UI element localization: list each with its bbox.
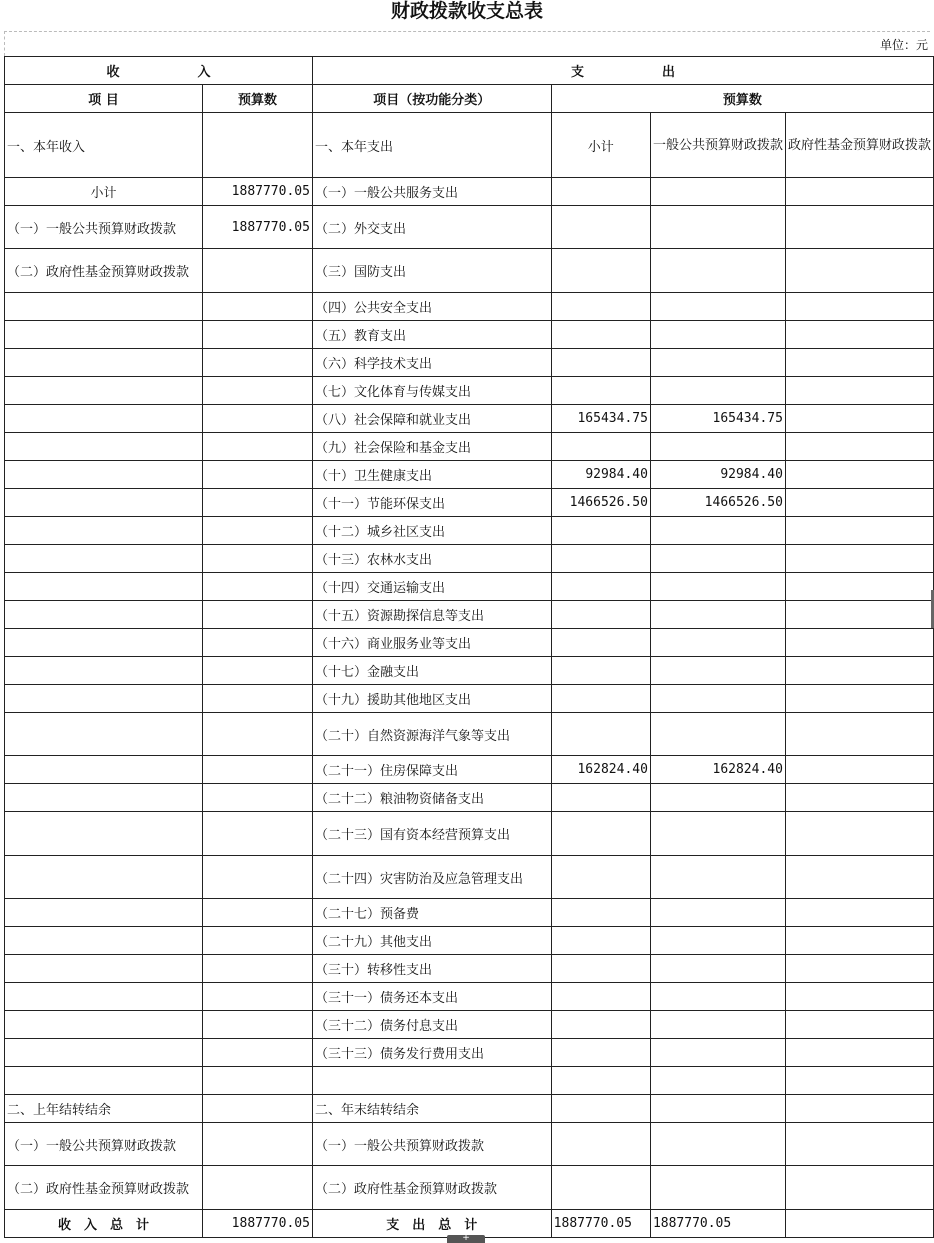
expense-general-cell [650,955,785,983]
expense-subtotal-cell [551,349,650,377]
income-item-cell [5,517,203,545]
expense-item-cell: （三十二）债务付息支出 [312,1011,551,1039]
expense-subtotal-cell [551,955,650,983]
expense-fund-cell [785,1039,933,1067]
expense-item-cell: （二十一）住房保障支出 [312,756,551,784]
table-row [5,756,934,784]
header-row-2 [5,85,934,113]
expense-fund-cell [785,713,933,756]
income-amount-cell [203,601,313,629]
income-amount-cell [203,1166,313,1210]
table-row [5,249,934,293]
income-item-cell: 小计 [5,178,203,206]
income-item-cell [5,927,203,955]
expense-general-cell: 165434.75 [650,405,785,433]
expense-fund-cell [785,405,933,433]
table-row [5,856,934,899]
budget-table [4,56,934,1238]
expense-general-cell [650,349,785,377]
expense-item-cell: （五）教育支出 [312,321,551,349]
expense-subtotal-cell [551,249,650,293]
expense-general-cell [650,433,785,461]
table-row [5,293,934,321]
table-row [5,899,934,927]
expense-total-label: 支 出 总 计 [312,1210,551,1238]
income-amount-cell [203,249,313,293]
income-item-cell: 一、本年收入 [5,113,203,178]
expense-fund-cell [785,812,933,856]
expense-item-cell: （十）卫生健康支出 [312,461,551,489]
table-row [5,113,934,178]
income-amount-cell [203,573,313,601]
expense-item-cell: （十七）金融支出 [312,657,551,685]
table-row [5,601,934,629]
expense-fund-cell [785,1095,933,1123]
expense-item-cell [312,1067,551,1095]
table-row [5,1039,934,1067]
income-item-cell [5,321,203,349]
income-item-cell [5,657,203,685]
expense-item-cell: （一）一般公共服务支出 [312,178,551,206]
expense-total-subtotal: 1887770.05 [551,1210,650,1238]
table-row [5,685,934,713]
expense-general-cell [650,1123,785,1166]
expense-item-cell: （九）社会保险和基金支出 [312,433,551,461]
income-amount-cell [203,856,313,899]
income-amount-cell [203,349,313,377]
expense-general-cell [650,249,785,293]
expense-subtotal-cell: 1466526.50 [551,489,650,517]
income-amount-cell: 1887770.05 [203,178,313,206]
expense-general-cell [650,657,785,685]
plus-icon: + [462,1233,470,1243]
expense-item-cell: （三十）转移性支出 [312,955,551,983]
expense-subtotal-cell [551,1067,650,1095]
expense-fund-cell [785,927,933,955]
income-item-cell [5,293,203,321]
expense-item-cell: （十六）商业服务业等支出 [312,629,551,657]
table-row [5,784,934,812]
expense-general-cell: 162824.40 [650,756,785,784]
income-amount-cell [203,321,313,349]
table-row [5,713,934,756]
income-amount-cell [203,489,313,517]
expense-fund-cell [785,178,933,206]
expense-fund-cell [785,293,933,321]
expense-general-cell [650,713,785,756]
table-row [5,461,934,489]
income-amount-cell [203,405,313,433]
expense-item-cell: （二十三）国有资本经营预算支出 [312,812,551,856]
income-amount-cell [203,955,313,983]
page-title: 财政拨款收支总表 [390,0,543,22]
income-amount-cell [203,461,313,489]
expense-item-cell: （十一）节能环保支出 [312,489,551,517]
income-item-cell [5,1039,203,1067]
table-row [5,349,934,377]
table-row [5,178,934,206]
income-item-cell: （一）一般公共预算财政拨款 [5,1123,203,1166]
expense-general-cell: 1466526.50 [650,489,785,517]
expense-subtotal-cell [551,657,650,685]
expense-subtotal-cell [551,293,650,321]
income-item-cell [5,601,203,629]
expense-header: 支 出 [312,57,933,85]
income-item-cell [5,812,203,856]
expense-item-cell: 一、本年支出 [312,113,551,178]
expense-fund-cell [785,657,933,685]
expense-fund-cell [785,489,933,517]
table-row [5,955,934,983]
expense-general-cell [650,629,785,657]
general-budget-header: 一般公共预算财政拨款 [650,113,785,178]
income-amount-cell [203,1067,313,1095]
income-amount-cell [203,899,313,927]
expense-general-cell [650,321,785,349]
expense-fund-cell [785,601,933,629]
expense-item-cell: （十三）农林水支出 [312,545,551,573]
expense-general-cell [650,1166,785,1210]
expense-item-cell: （二十九）其他支出 [312,927,551,955]
expense-subtotal-cell [551,1123,650,1166]
expense-subtotal-cell [551,178,650,206]
expense-item-cell: （四）公共安全支出 [312,293,551,321]
income-budget-header: 预算数 [203,85,313,113]
expense-fund-cell [785,349,933,377]
expense-fund-cell [785,249,933,293]
table-row [5,321,934,349]
income-amount-cell [203,629,313,657]
table-row [5,1095,934,1123]
income-item-cell [5,489,203,517]
table-row [5,983,934,1011]
expense-fund-cell [785,321,933,349]
income-item-cell [5,955,203,983]
expense-general-cell [650,178,785,206]
expense-item-cell: （六）科学技术支出 [312,349,551,377]
expense-subtotal-cell [551,983,650,1011]
table-row [5,1123,934,1166]
expense-subtotal-cell [551,1011,650,1039]
expense-fund-cell [785,377,933,405]
expense-general-cell [650,685,785,713]
income-item-cell: （一）一般公共预算财政拨款 [5,206,203,249]
expense-general-cell [650,573,785,601]
expense-subtotal-cell [551,517,650,545]
income-amount-cell [203,983,313,1011]
income-amount-cell [203,1011,313,1039]
expense-item-cell: 二、年末结转结余 [312,1095,551,1123]
income-header: 收 入 [5,57,313,85]
table-row [5,1067,934,1095]
expense-fund-cell [785,756,933,784]
expense-fund-cell [785,629,933,657]
income-amount-cell [203,377,313,405]
expense-fund-cell [785,433,933,461]
expense-fund-cell [785,955,933,983]
expense-budget-header: 预算数 [551,85,933,113]
table-row [5,927,934,955]
expense-item-cell: （二十二）粮油物资储备支出 [312,784,551,812]
expense-general-cell [650,377,785,405]
expense-fund-cell [785,685,933,713]
income-item-cell [5,784,203,812]
fund-budget-header: 政府性基金预算财政拨款 [785,113,933,178]
expense-subtotal-cell: 165434.75 [551,405,650,433]
expense-subtotal-cell [551,545,650,573]
expense-subtotal-cell: 162824.40 [551,756,650,784]
income-item-cell [5,377,203,405]
expense-subtotal-cell [551,784,650,812]
income-item-cell [5,756,203,784]
expense-item-cell: （八）社会保障和就业支出 [312,405,551,433]
income-amount-cell [203,1123,313,1166]
sheet-tab[interactable] [447,1235,485,1243]
table-row [5,433,934,461]
expense-general-cell [650,856,785,899]
income-item-cell [5,349,203,377]
table-row [5,812,934,856]
expense-item-cell: （一）一般公共预算财政拨款 [312,1123,551,1166]
income-item-cell [5,545,203,573]
expense-general-cell: 92984.40 [650,461,785,489]
expense-general-cell [650,927,785,955]
income-amount-cell [203,545,313,573]
title-divider [4,31,930,32]
expense-total-general: 1887770.05 [650,1210,785,1238]
expense-item-cell: （三十一）债务还本支出 [312,983,551,1011]
expense-subtotal-cell [551,433,650,461]
income-item-cell [5,433,203,461]
expense-general-cell [650,812,785,856]
expense-total-fund [785,1210,933,1238]
income-amount-cell [203,433,313,461]
expense-fund-cell [785,856,933,899]
table-row [5,405,934,433]
expense-subtotal-cell [551,573,650,601]
expense-item-cell: （二）政府性基金预算财政拨款 [312,1166,551,1210]
subtotal-header: 小计 [551,113,650,178]
table-row [5,573,934,601]
income-item-cell [5,573,203,601]
expense-subtotal-cell [551,685,650,713]
unit-label: 单位：元 [879,38,928,52]
expense-subtotal-cell [551,899,650,927]
title-divider-left [4,31,5,56]
expense-subtotal-cell [551,856,650,899]
income-amount-cell [203,293,313,321]
income-total-label: 收 入 总 计 [5,1210,203,1238]
expense-general-cell [650,1095,785,1123]
income-item-cell [5,685,203,713]
expense-fund-cell [785,1067,933,1095]
expense-general-cell [650,983,785,1011]
expense-subtotal-cell [551,713,650,756]
expense-subtotal-cell: 92984.40 [551,461,650,489]
income-amount-cell [203,713,313,756]
income-amount-cell [203,113,313,178]
expense-fund-cell [785,1166,933,1210]
expense-item-cell: （三十三）债务发行费用支出 [312,1039,551,1067]
expense-fund-cell [785,206,933,249]
table-row [5,377,934,405]
income-amount-cell [203,685,313,713]
expense-general-cell [650,206,785,249]
expense-fund-cell [785,899,933,927]
income-amount-cell: 1887770.05 [203,206,313,249]
expense-item-header: 项目（按功能分类） [312,85,551,113]
income-item-cell [5,1067,203,1095]
expense-item-cell: （三）国防支出 [312,249,551,293]
expense-general-cell [650,784,785,812]
expense-item-cell: （二十）自然资源海洋气象等支出 [312,713,551,756]
income-item-cell [5,983,203,1011]
income-amount-cell [203,812,313,856]
income-total-amount: 1887770.05 [203,1210,313,1238]
income-item-cell: （二）政府性基金预算财政拨款 [5,1166,203,1210]
expense-subtotal-cell [551,927,650,955]
income-amount-cell [203,784,313,812]
income-amount-cell [203,1039,313,1067]
expense-fund-cell [785,573,933,601]
table-row [5,517,934,545]
income-item-cell [5,405,203,433]
header-row-1 [5,57,934,85]
expense-item-cell: （十四）交通运输支出 [312,573,551,601]
income-amount-cell [203,1095,313,1123]
expense-fund-cell [785,517,933,545]
table-row [5,206,934,249]
expense-item-cell: （十五）资源勘探信息等支出 [312,601,551,629]
expense-subtotal-cell [551,601,650,629]
expense-subtotal-cell [551,629,650,657]
income-amount-cell [203,517,313,545]
expense-item-cell: （十二）城乡社区支出 [312,517,551,545]
expense-subtotal-cell [551,377,650,405]
expense-subtotal-cell [551,321,650,349]
expense-fund-cell [785,1123,933,1166]
expense-general-cell [650,517,785,545]
income-item-header: 项 目 [5,85,203,113]
expense-item-cell: （七）文化体育与传媒支出 [312,377,551,405]
income-amount-cell [203,927,313,955]
expense-item-cell: （二）外交支出 [312,206,551,249]
expense-subtotal-cell [551,1039,650,1067]
expense-subtotal-cell [551,1166,650,1210]
expense-general-cell [650,601,785,629]
table-row [5,489,934,517]
income-item-cell [5,899,203,927]
income-item-cell: （二）政府性基金预算财政拨款 [5,249,203,293]
income-item-cell: 二、上年结转结余 [5,1095,203,1123]
expense-general-cell [650,293,785,321]
income-item-cell [5,461,203,489]
expense-general-cell [650,899,785,927]
expense-item-cell: （二十七）预备费 [312,899,551,927]
expense-subtotal-cell [551,1095,650,1123]
table-row [5,629,934,657]
table-row [5,1166,934,1210]
expense-item-cell: （二十四）灾害防治及应急管理支出 [312,856,551,899]
expense-general-cell [650,1011,785,1039]
expense-general-cell [650,545,785,573]
expense-subtotal-cell [551,812,650,856]
income-amount-cell [203,657,313,685]
income-amount-cell [203,756,313,784]
table-row [5,545,934,573]
income-item-cell [5,1011,203,1039]
income-item-cell [5,629,203,657]
expense-general-cell [650,1067,785,1095]
table-row [5,657,934,685]
expense-general-cell [650,1039,785,1067]
expense-subtotal-cell [551,206,650,249]
table-row [5,1011,934,1039]
expense-fund-cell [785,1011,933,1039]
expense-item-cell: （十九）援助其他地区支出 [312,685,551,713]
expense-fund-cell [785,784,933,812]
expense-fund-cell [785,545,933,573]
expense-fund-cell [785,461,933,489]
income-item-cell [5,713,203,756]
expense-fund-cell [785,983,933,1011]
income-item-cell [5,856,203,899]
